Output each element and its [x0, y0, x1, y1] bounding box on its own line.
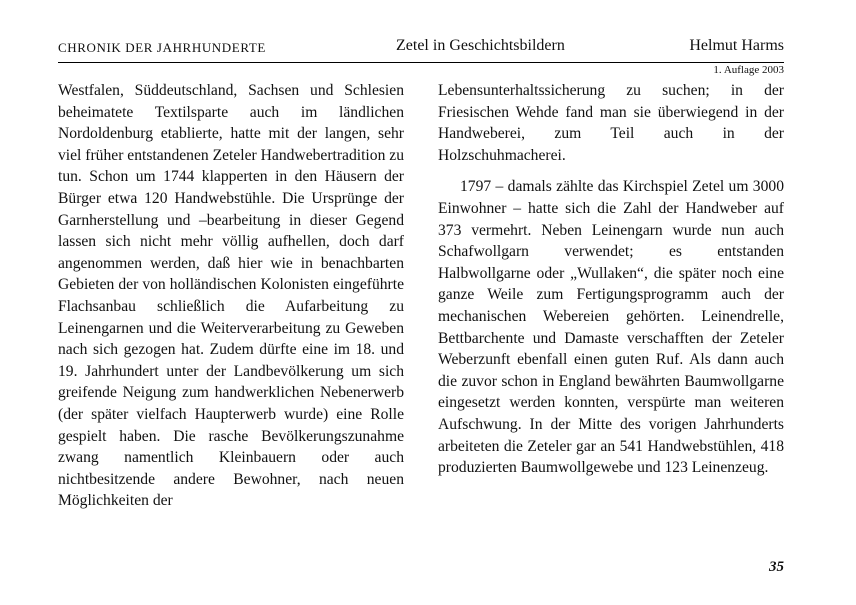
body-paragraph: Westfalen, Süddeutschland, Sachsen und Schlesien beheimatete Textilsparte auch im ländlichen Nordoldenburg etablierte, hatte mit der langen, sehr viel früher entstandenen Zeteler Handwebertradition zu tun. Schon um 1744 klapperten in den Häusern der Bürger etwa 120 Handwebstühle. Die Ursprünge der Garnherstellung und –bearbeitung in dieser Gegend lassen sich nicht mehr völlig aufhellen, doch darf angenommen werden, daß hier wie in benachbarten Gebieten der von holländischen Kolonisten eingeführte Flachsanbau schließlich die Aufarbeitung zu Leinengarnen und die Weiterverarbeitung zu Geweben nach sich gezogen hat. Zudem dürfte eine im 18. und 19. Jahrhundert unter der Landbevölkerung um sich greifende Neigung zum handwerklichen Nebenerwerb (der später vielfach Haupterwerb wurde) eine Rolle gespielt haben. Die rasche Bevölkerungszunahme zwang namentlich Kleinbauern oder auch nichtbesitzende andere Bewohner, nach neuen Möglichkeiten der	[58, 82, 404, 510]
body-paragraph: 1797 – damals zählte das Kirchspiel Zetel um 3000 Einwohner – hatte sich die Zahl der Handweber auf 373 vermehrt. Neben Leinengarn wurde nun auch Schafwollgarn verwendet; es entstanden Halbwollgarne oder „Wullaken“, die später noch eine ganze Weile zum Fertigungsprogramm auch der mechanischen Webereien gehörten. Leinendrelle, Bettbarchente und Damaste verschafften der Zeteler Weberzunft ebenfall einen guten Ruf. Als dann auch die zuvor schon in England bewährten Baumwollgarne eingesetzt werden konnten, verspürte man weiteren Aufschwung. In der Mitte des vorigen Jahrhunderts arbeiteten die Zeteler gar an 541 Handwebstühlen, 418 produzierten Baumwollgewebe und 123 Leinenzeug.	[438, 178, 784, 477]
book-title: Zetel in Geschichtsbildern	[396, 37, 565, 54]
author-name: Helmut Harms	[689, 37, 784, 54]
body-paragraph: Lebensunterhaltssicherung zu suchen; in der Friesischen Wehde fand man sie überwiegend in der Handweberei, zum Teil auch in der Holzschuhmacherei.	[438, 82, 784, 164]
chronicle-title: CHRONIK DER JAHRHUNDERTE	[58, 40, 266, 55]
page-number: 35	[769, 559, 784, 575]
left-column	[58, 80, 404, 512]
right-column	[438, 80, 784, 479]
edition-note: 1. Auflage 2003	[713, 64, 784, 76]
running-header	[58, 36, 784, 63]
